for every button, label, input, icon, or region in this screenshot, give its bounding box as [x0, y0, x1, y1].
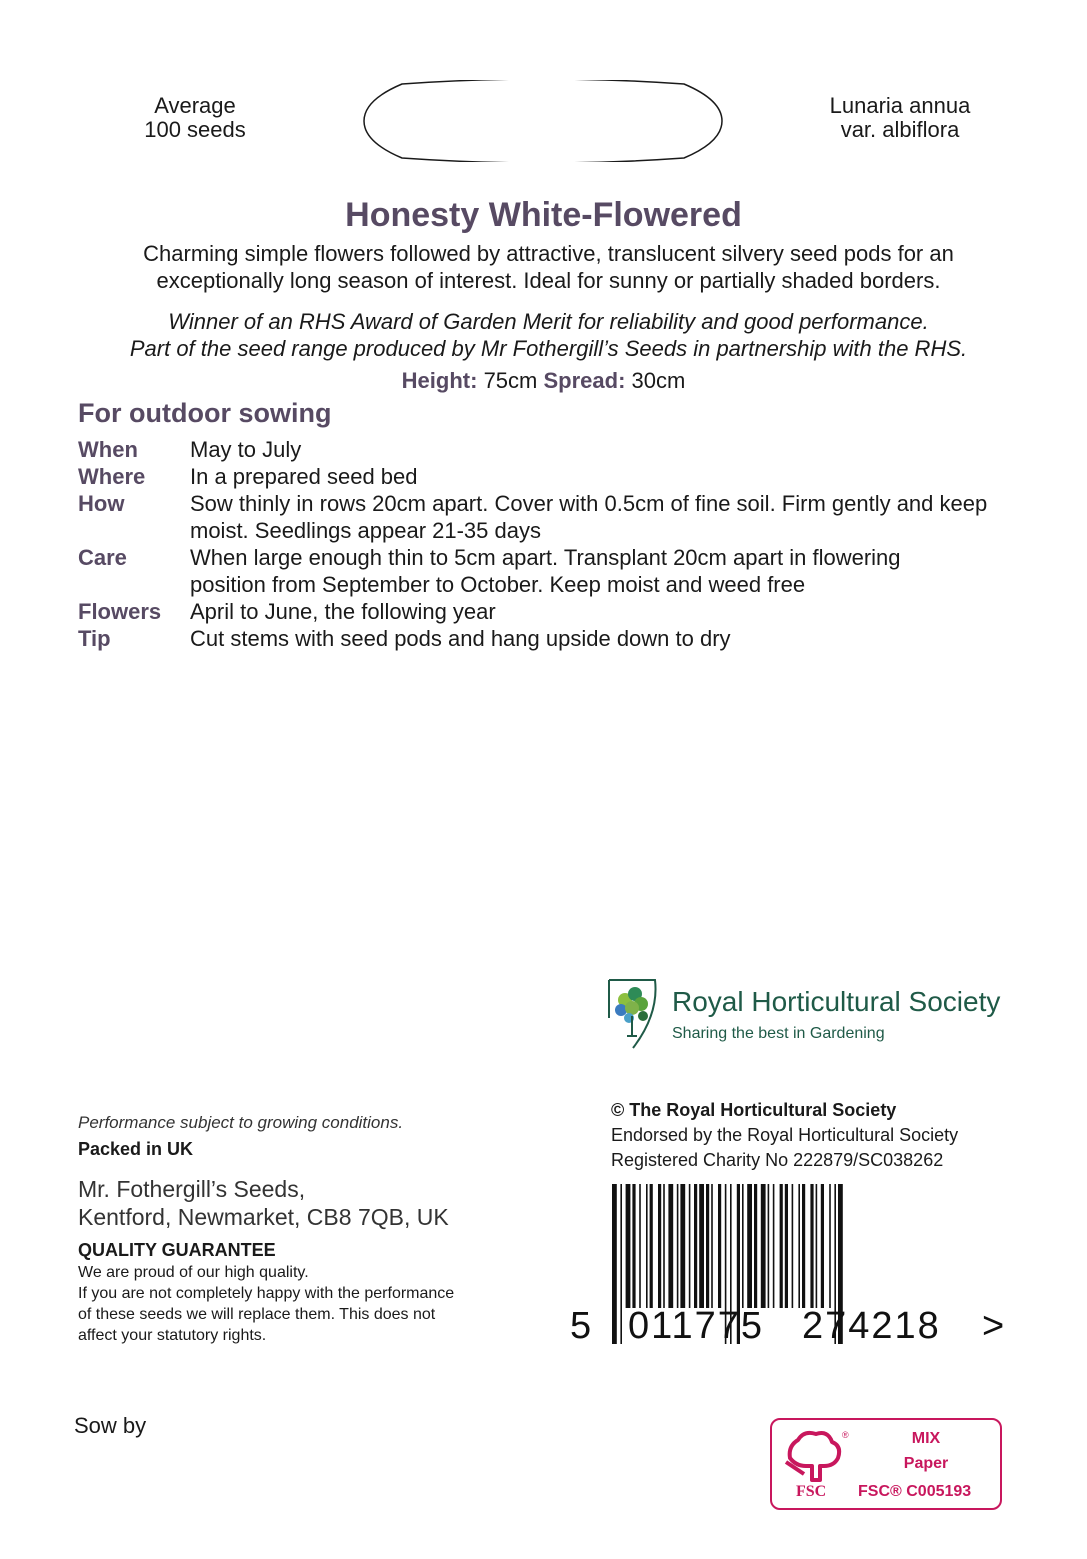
barcode-bar	[810, 1184, 813, 1308]
rhs-charity: Registered Charity No 222879/SC038262	[611, 1150, 944, 1170]
row-label: Care	[78, 545, 127, 570]
fsc-label: FSC	[796, 1483, 827, 1500]
sowing-row-when	[78, 436, 1038, 463]
barcode-bar	[663, 1184, 665, 1308]
sow-by-label: Sow by	[74, 1413, 147, 1438]
sowing-heading: For outdoor sowing	[78, 398, 332, 428]
row-line: moist. Seedlings appear 21-35 days	[190, 518, 541, 543]
quality-guarantee-text	[78, 1262, 558, 1346]
barcode-bar	[798, 1184, 800, 1308]
barcode-bar	[658, 1184, 661, 1308]
seed-count-line1: Average	[154, 93, 236, 118]
sowing-row-where	[78, 463, 1038, 490]
rhs-copyright-block	[611, 1098, 958, 1173]
sowing-row-how	[78, 490, 1038, 544]
sowing-row-tip	[78, 625, 1038, 652]
barcode-bar	[747, 1184, 752, 1308]
row-line: Sow thinly in rows 20cm apart. Cover with 0.5cm of fine soil. Firm gently and keep	[190, 491, 988, 516]
barcode-bar	[754, 1184, 757, 1308]
sowing-row-care	[78, 544, 1038, 598]
guarantee-line: If you are not completely happy with the performance	[78, 1285, 455, 1302]
fsc-paper: Paper	[903, 1455, 949, 1472]
packed-in: Packed in UK	[78, 1139, 194, 1159]
date-stamp-window	[362, 80, 724, 162]
barcode-bar	[780, 1184, 783, 1308]
barcode-bar	[677, 1184, 679, 1308]
barcode-bar	[689, 1184, 691, 1308]
barcode-bar	[680, 1184, 685, 1308]
row-label: How	[78, 491, 125, 516]
row-line: In a prepared seed bed	[190, 464, 418, 489]
row-line: When large enough thin to 5cm apart. Transplant 20cm apart in flowering	[190, 545, 901, 570]
company-address	[78, 1175, 449, 1231]
latin-name-line2: var. albiflora	[840, 117, 960, 142]
seed-count	[100, 94, 290, 142]
rhs-name: Royal Horticultural Society	[672, 986, 1001, 1017]
description-line1: Charming simple flowers followed by attractive, translucent silvery seed pods for an	[143, 241, 954, 266]
row-label: Tip	[78, 626, 111, 651]
address-line1: Mr. Fothergill’s Seeds,	[78, 1176, 306, 1202]
guarantee-line: of these seeds we will replace them. This does not	[78, 1306, 436, 1323]
height-value: 75cm	[483, 368, 538, 393]
barcode-bar	[785, 1184, 788, 1308]
plant-dimensions	[0, 368, 1087, 394]
barcode-bar	[802, 1184, 805, 1308]
row-line: position from September to October. Keep moist and weed free	[190, 572, 806, 597]
barcode-bar	[821, 1184, 824, 1308]
row-value	[190, 625, 1038, 652]
product-description	[90, 240, 1007, 294]
barcode-bar	[816, 1184, 818, 1308]
barcode-bar	[620, 1184, 622, 1344]
quality-heading: QUALITY GUARANTEE	[78, 1240, 276, 1260]
fsc-tree-icon	[784, 1428, 850, 1482]
height-label: Height:	[401, 368, 478, 393]
award-line1: Winner of an RHS Award of Garden Merit for reliability and good performance.	[168, 309, 929, 334]
guarantee-line: affect your statutory rights.	[78, 1327, 267, 1344]
row-value	[190, 544, 1038, 598]
barcode-bar	[773, 1184, 775, 1308]
spread-value: 30cm	[631, 368, 686, 393]
svg-text:®: ®	[842, 1430, 849, 1440]
spread-label: Spread:	[543, 368, 626, 393]
fsc-code: FSC® C005193	[858, 1483, 972, 1500]
latin-name	[800, 94, 1000, 142]
product-title: Honesty White-Flowered	[345, 196, 742, 234]
barcode-bar	[829, 1184, 831, 1308]
rhs-tree-logo-icon	[605, 978, 661, 1050]
barcode-bar	[718, 1184, 721, 1308]
barcode-group1: 011775	[628, 1305, 764, 1347]
barcode-bar	[761, 1184, 766, 1308]
barcode-bar	[626, 1184, 631, 1308]
sowing-row-flowers	[78, 598, 1038, 625]
seed-count-line2: 100 seeds	[144, 117, 246, 142]
barcode-bar	[646, 1184, 648, 1308]
barcode-first-digit: 5	[570, 1305, 592, 1347]
row-value	[190, 490, 1038, 544]
barcode-bar	[706, 1184, 709, 1308]
barcode-bar	[639, 1184, 641, 1308]
row-label: Where	[78, 464, 146, 489]
fsc-mix: MIX	[911, 1430, 941, 1447]
row-value	[190, 436, 1038, 463]
barcode-end-mark: >	[982, 1305, 1005, 1347]
barcode-bar	[768, 1184, 770, 1308]
barcode-group2: 274218	[802, 1305, 941, 1347]
guarantee-line: We are proud of our high quality.	[78, 1264, 309, 1281]
row-label: When	[78, 437, 138, 462]
barcode-bar	[699, 1184, 704, 1308]
address-line2: Kentford, Newmarket, CB8 7QB, UK	[78, 1204, 449, 1230]
description-line2: exceptionally long season of interest. Ideal for sunny or partially shaded borders.	[156, 268, 941, 293]
row-line: Cut stems with seed pods and hang upside down to dry	[190, 626, 731, 651]
barcode-bar	[711, 1184, 713, 1308]
barcode	[570, 1180, 1010, 1350]
barcode-bar	[792, 1184, 794, 1308]
rhs-copyright: © The Royal Horticultural Society	[611, 1100, 897, 1120]
barcode-bar	[668, 1184, 673, 1308]
sowing-instructions	[78, 436, 1038, 652]
barcode-bar	[612, 1184, 617, 1344]
rhs-tagline: Sharing the best in Gardening	[672, 1025, 885, 1042]
row-line: May to July	[190, 437, 302, 462]
performance-note: Performance subject to growing conditions.	[78, 1113, 404, 1132]
rhs-endorsed: Endorsed by the Royal Horticultural Society	[611, 1125, 959, 1145]
row-value	[190, 463, 1038, 490]
barcode-bar	[742, 1184, 744, 1308]
row-label: Flowers	[78, 599, 162, 624]
barcode-bar	[650, 1184, 653, 1308]
award-text	[90, 308, 1007, 362]
row-line: April to June, the following year	[190, 599, 496, 624]
barcode-bar	[632, 1184, 635, 1308]
barcode-bar	[694, 1184, 697, 1308]
award-line2: Part of the seed range produced by Mr Fothergill’s Seeds in partnership with the RHS.	[129, 336, 968, 361]
latin-name-line1: Lunaria annua	[829, 93, 971, 118]
row-value	[190, 598, 1038, 625]
